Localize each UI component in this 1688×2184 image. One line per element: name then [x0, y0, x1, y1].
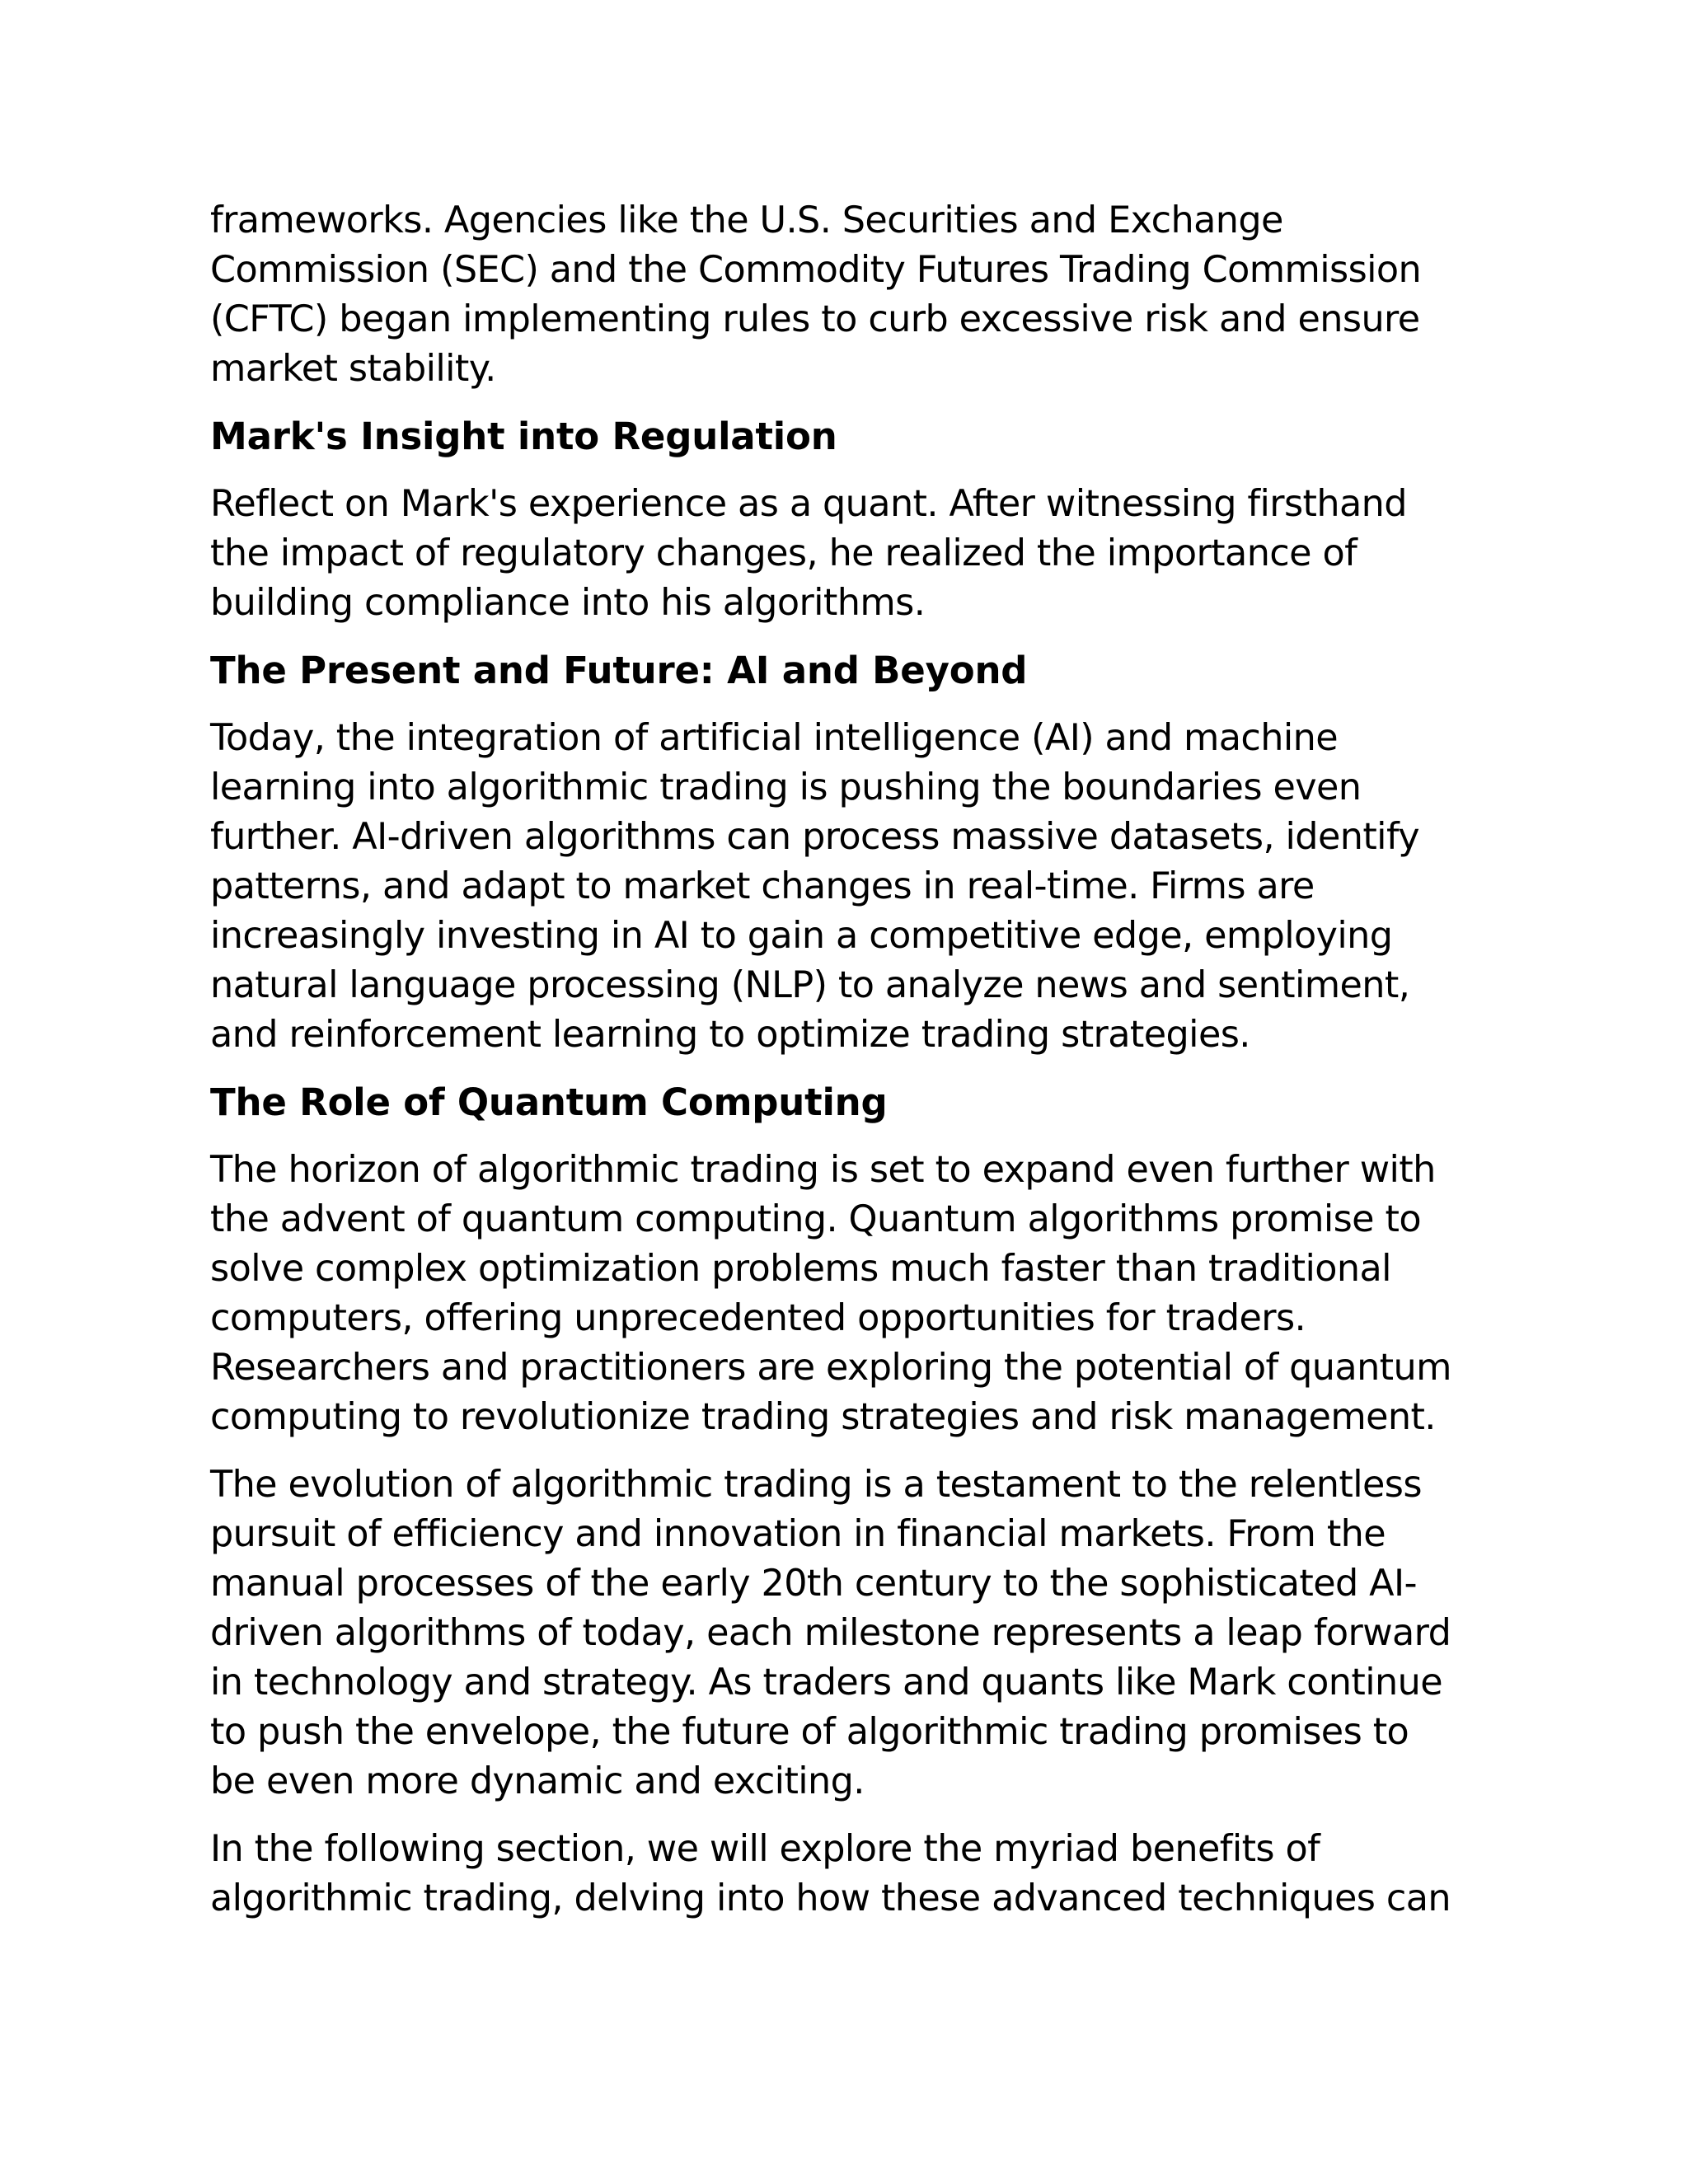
text-line: The horizon of algorithmic trading is set to expand even further with — [210, 1149, 1436, 1191]
text-line: further. AI-driven algorithms can process massive datasets, identify — [210, 816, 1419, 858]
text-line: manual processes of the early 20th century to the sophisticated AI- — [210, 1563, 1418, 1605]
text-line: learning into algorithmic trading is pushing the boundaries even — [210, 766, 1362, 808]
text-line: computers, offering unprecedented opportunities for traders. — [210, 1297, 1306, 1339]
text-line: Commission (SEC) and the Commodity Futures Trading Commission — [210, 249, 1422, 291]
text-line: computing to revolutionize trading strategies and risk management. — [210, 1396, 1436, 1438]
text-line: Researchers and practitioners are exploring the potential of quantum — [210, 1347, 1451, 1389]
section-heading-marks-insight: Mark's Insight into Regulation — [210, 415, 837, 458]
text-line: be even more dynamic and exciting. — [210, 1760, 865, 1802]
paragraph-following-section — [210, 1825, 1479, 1924]
text-line: (CFTC) began implementing rules to curb excessive risk and ensure — [210, 298, 1420, 340]
text-line: frameworks. Agencies like the U.S. Securities and Exchange — [210, 199, 1283, 241]
text-line: natural language processing (NLP) to analyze news and sentiment, — [210, 964, 1410, 1006]
text-line: driven algorithms of today, each milestone represents a leap forward — [210, 1612, 1451, 1654]
paragraph-quantum-computing — [210, 1146, 1479, 1442]
paragraph-ai-and-beyond — [210, 714, 1479, 1060]
paragraph-evolution-summary — [210, 1460, 1479, 1807]
text-line: solve complex optimization problems much faster than traditional — [210, 1248, 1391, 1290]
text-line: The evolution of algorithmic trading is a testament to the relentless — [210, 1464, 1422, 1506]
text-line: Reflect on Mark's experience as a quant. After witnessing firsthand — [210, 483, 1407, 525]
section-heading-quantum-computing: The Role of Quantum Computing — [210, 1080, 888, 1124]
text-line: In the following section, we will explore the myriad benefits of — [210, 1828, 1320, 1870]
text-line: market stability. — [210, 348, 496, 390]
document-page — [210, 196, 1479, 1942]
text-line: patterns, and adapt to market changes in real-time. Firms are — [210, 865, 1315, 907]
text-line: the impact of regulatory changes, he realized the importance of — [210, 532, 1357, 574]
text-line: and reinforcement learning to optimize trading strategies. — [210, 1014, 1250, 1056]
section-heading-ai-and-beyond: The Present and Future: AI and Beyond — [210, 649, 1028, 692]
text-line: pursuit of efficiency and innovation in financial markets. From the — [210, 1513, 1386, 1555]
text-line: increasingly investing in AI to gain a competitive edge, employing — [210, 915, 1393, 957]
text-line: the advent of quantum computing. Quantum algorithms promise to — [210, 1198, 1421, 1240]
text-line: building compliance into his algorithms. — [210, 582, 926, 624]
paragraph-marks-insight — [210, 480, 1479, 628]
paragraph-regulatory-frameworks — [210, 196, 1479, 394]
text-line: Today, the integration of artificial intelligence (AI) and machine — [210, 717, 1339, 759]
text-line: algorithmic trading, delving into how these advanced techniques can — [210, 1877, 1451, 1919]
text-line: in technology and strategy. As traders and quants like Mark continue — [210, 1661, 1442, 1704]
text-line: to push the envelope, the future of algorithmic trading promises to — [210, 1711, 1409, 1753]
